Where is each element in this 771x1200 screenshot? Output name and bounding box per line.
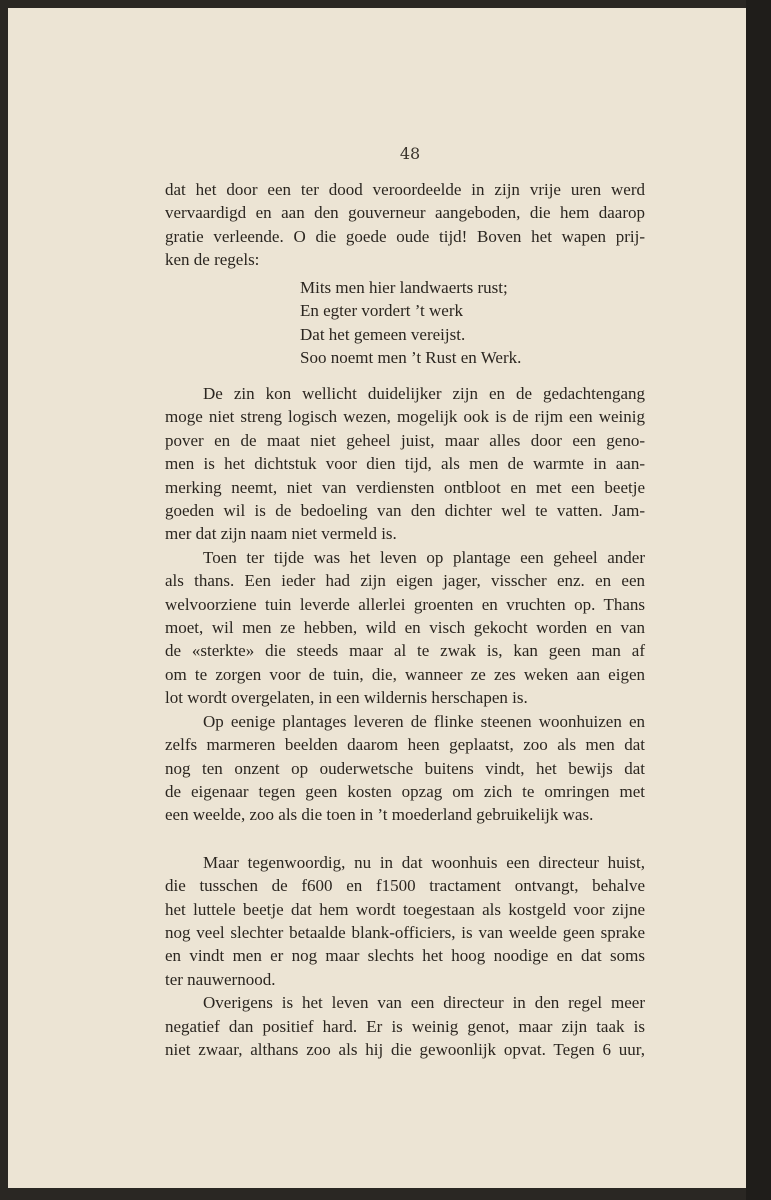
text-line: Op eenige plantages leveren de flinke steenen woonhuizen en [203, 711, 645, 731]
text-line: goeden wil is de bedoeling van den dichter wel te vatten. Jam- [165, 501, 645, 521]
page-edge [746, 0, 771, 1200]
text-line: om te zorgen voor de tuin, die, wanneer ze zes weken aan eigen [165, 664, 645, 684]
text-line: nog ten onzent op ouderwetsche buitens vindt, het bewijs dat [165, 758, 645, 778]
paragraph-4 [165, 710, 645, 827]
text-line: men is het dichtstuk voor dien tijd, als men de warmte in aan- [165, 454, 645, 474]
text-line: Toen ter tijde was het leven op plantage een geheel ander [203, 547, 645, 567]
verse-line: Dat het gemeen vereijst. [300, 324, 466, 344]
text-line: merking neemt, niet van verdiensten ontbloot en met een beetje [165, 477, 645, 497]
text-line: een weelde, zoo als die toen in ’t moederland gebruikelijk was. [165, 805, 594, 825]
text-line: pover en de maat niet geheel juist, maar alles door een geno- [165, 430, 645, 450]
paragraph-3 [165, 546, 645, 710]
text-line: die tusschen de f600 en f1500 tractament ontvangt, behalve [165, 876, 645, 896]
text-line: de «sterkte» die steeds maar al te zwak is, kan geen man af [165, 641, 645, 661]
text-line: Overigens is het leven van een directeur in den regel meer [203, 993, 645, 1013]
text-line: ter nauwernood. [165, 969, 276, 989]
text-line: en vindt men er nog maar slechts het hoog noodige en dat soms [165, 946, 645, 966]
text-line: moge niet streng logisch wezen, mogelijk ook is de rijm een weinig [165, 407, 645, 427]
page-body-continued [165, 382, 645, 1061]
paragraph-2 [165, 382, 645, 546]
verse-block [300, 276, 521, 370]
text-line: lot wordt overgelaten, in een wildernis herschapen is. [165, 688, 528, 708]
text-line: als thans. Een ieder had zijn eigen jager, visscher enz. en een [165, 571, 645, 591]
text-line: nog veel slechter betaalde blank-officiers, is van weelde geen sprake [165, 922, 645, 942]
text-line: niet zwaar, althans zoo als hij die gewoonlijk opvat. Tegen 6 uur, [165, 1039, 645, 1059]
verse-line: Mits men hier landwaerts rust; [300, 278, 508, 297]
verse-line: Soo noemt men ’t Rust en Werk. [300, 348, 522, 368]
text-line: zelfs marmeren beelden daarom heen geplaatst, zoo als men dat [165, 735, 645, 755]
text-line: moet, wil men ze hebben, wild en visch gekocht worden en van [165, 618, 645, 638]
paragraph-gap [165, 827, 645, 851]
text-line: de eigenaar tegen geen kosten opzag om zich te omringen met [165, 781, 645, 801]
verse-line: En egter vordert ’t werk [300, 301, 464, 321]
text-line: Maar tegenwoordig, nu in dat woonhuis een directeur huist, [203, 852, 645, 872]
paragraph-5 [165, 851, 645, 991]
text-line: ken de regels: [165, 250, 260, 270]
text-line: mer dat zijn naam niet vermeld is. [165, 524, 397, 544]
text-line: welvoorziene tuin leverde allerlei groenten en vruchten op. Thans [165, 594, 645, 614]
paragraph-6 [165, 991, 645, 1061]
text-line: vervaardigd en aan den gouverneur aangeboden, die hem daarop [165, 203, 645, 223]
text-line: negatief dan positief hard. Er is weinig genot, maar zijn taak is [165, 1016, 645, 1036]
text-line: het luttele beetje dat hem wordt toegestaan als kostgeld voor zijne [165, 899, 645, 919]
page-body [165, 178, 645, 272]
text-line: dat het door een ter dood veroordeelde in zijn vrije uren werd [165, 180, 645, 199]
text-line: De zin kon wellicht duidelijker zijn en de gedachtengang [203, 384, 645, 403]
paragraph-1 [165, 178, 645, 272]
text-line: gratie verleende. O die goede oude tijd! Boven het wapen prij- [165, 226, 645, 246]
page-number: 48 [399, 144, 421, 163]
